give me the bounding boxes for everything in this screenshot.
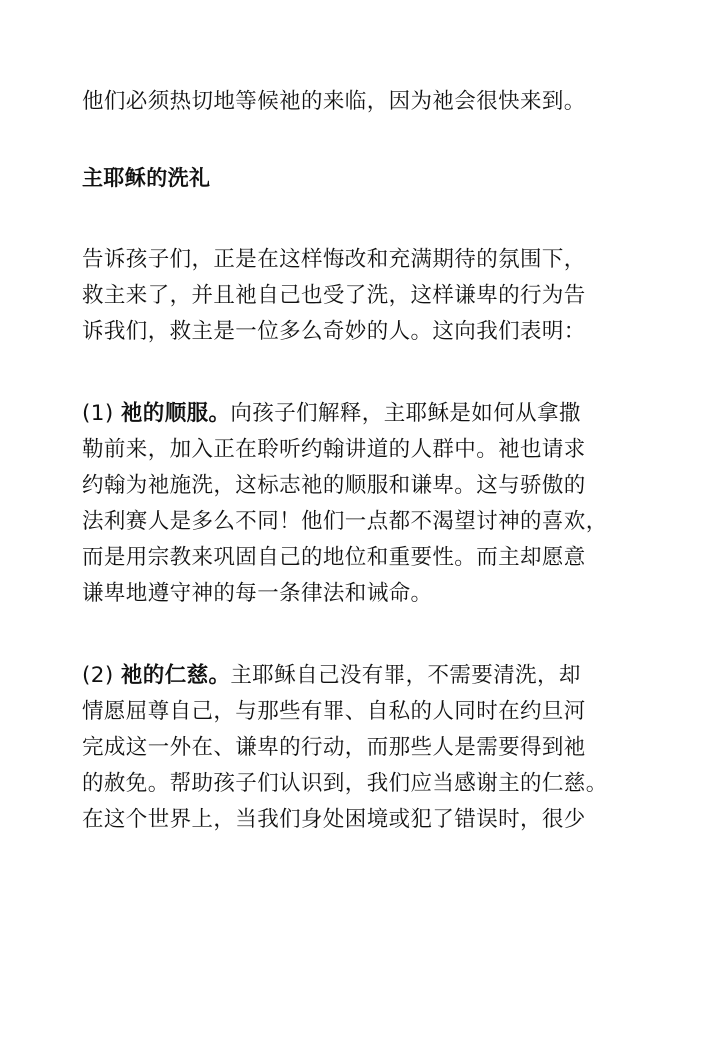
paragraph-line: 勒前来，加入正在聆听约翰讲道的人群中。祂也请求 (82, 437, 586, 462)
point-first-line (82, 658, 662, 694)
intro-line: 他们必须热切地等候祂的来临，因为祂会很快来到。 (82, 89, 586, 114)
point-text: 主耶稣自己没有罪，不需要清洗，却 (230, 663, 581, 688)
spacer (82, 196, 662, 242)
spacer (82, 120, 662, 160)
point-first-line (82, 396, 662, 432)
paragraph-line: 而是用宗教来巩固自己的地位和重要性。而主却愿意 (82, 545, 586, 570)
paragraph-line: 在这个世界上，当我们身处困境或犯了错误时，很少 (82, 807, 586, 832)
paragraph-line: 法利赛人是多么不同！他们一点都不渴望讨神的喜欢， (82, 509, 608, 534)
paragraph-line: 约翰为祂施洗，这标志祂的顺服和谦卑。这与骄傲的 (82, 473, 586, 498)
spacer (82, 612, 662, 658)
point-text: 向孩子们解释，主耶稣是如何从拿撒 (230, 401, 581, 426)
paragraph-line: 诉我们，救主是一位多么奇妙的人。这向我们表明： (82, 319, 586, 344)
point-title: 祂的顺服。 (120, 401, 231, 426)
paragraph-line: 救主来了，并且祂自己也受了洗，这样谦卑的行为告 (82, 283, 586, 308)
point-2 (82, 658, 662, 838)
point-title: 祂的仁慈。 (120, 663, 231, 688)
paragraph-line: 告诉孩子们，正是在这样悔改和充满期待的氛围下， (82, 247, 586, 272)
paragraph-line: 谦卑地遵守神的每一条律法和诫命。 (82, 581, 433, 606)
paragraph-line: 情愿屈尊自己，与那些有罪、自私的人同时在约旦河 (82, 699, 586, 724)
document-page (82, 84, 662, 838)
paragraph-line: 完成这一外在、谦卑的行动，而那些人是需要得到祂 (82, 735, 586, 760)
section-heading: 主耶稣的洗礼 (82, 166, 211, 190)
paragraph-line: 的赦免。帮助孩子们认识到，我们应当感谢主的仁慈。 (82, 771, 608, 796)
spacer (82, 350, 662, 396)
point-number: (1) (82, 401, 121, 426)
point-1 (82, 396, 662, 612)
point-number: (2) (82, 663, 121, 688)
paragraph-1 (82, 242, 662, 350)
